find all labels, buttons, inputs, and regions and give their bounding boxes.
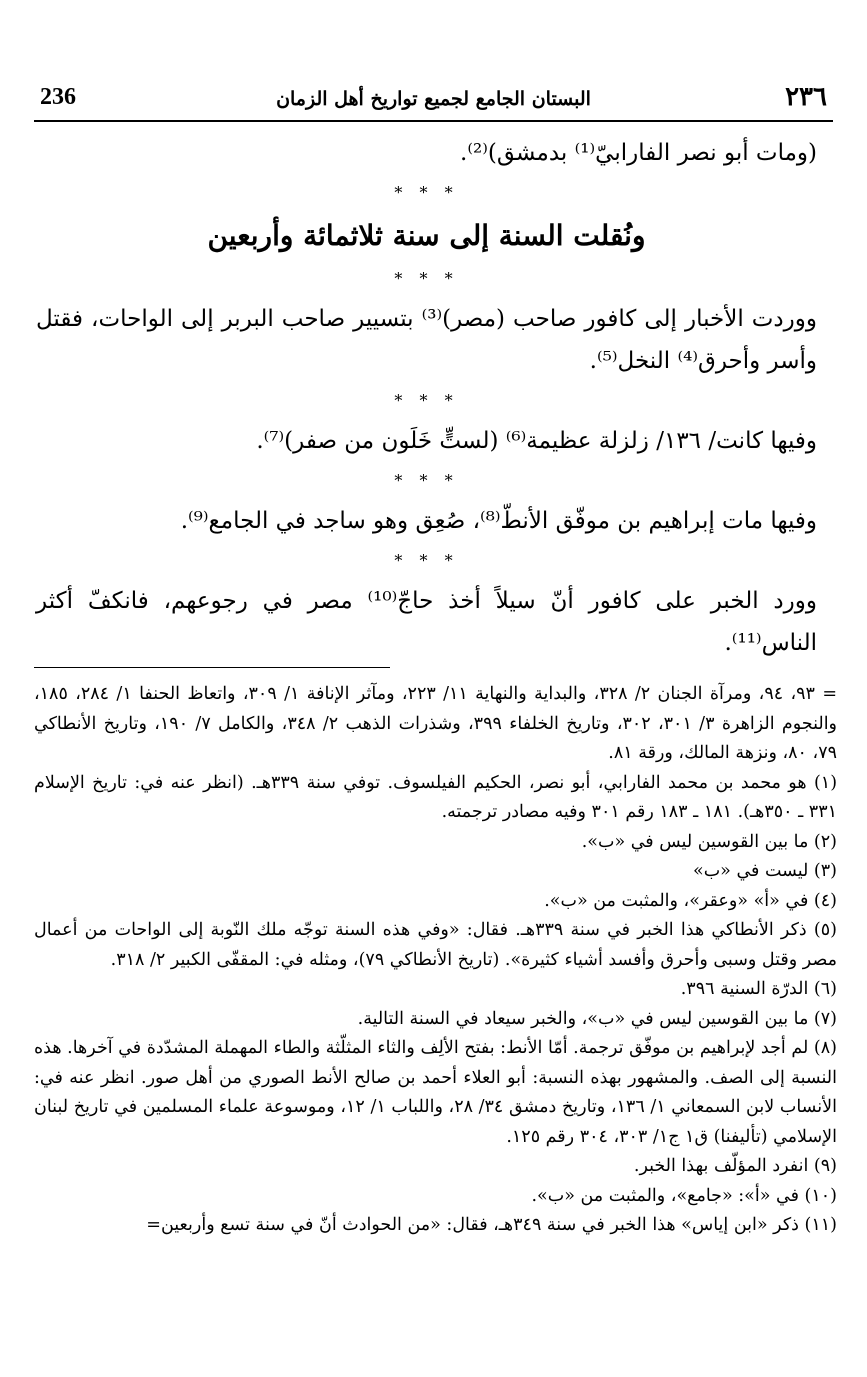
paragraph-earthquake: وفيها كانت/ ١٣٦/ زلزلة عظيمة⁽⁶⁾ (لستٍّ خَلَون من صفر)⁽⁷⁾. (256, 428, 817, 454)
footnote-continuation: = ٩٣، ٩٤، ومرآة الجنان ٢/ ٣٢٨، والبداية والنهاية ١١/ ٢٢٣، ومآثر الإنافة ١/ ٣٠٩، واتعاظ الحنفا ١/ ٢٨٤، ١٨٥، والنجوم الزاهرة ٣/ ٣٠١، ٣٠٢، وتاريخ الخلفاء ٣٩٩، وشذرات الذهب ٢/ ٣٤٨، والكامل ٧/ ١٩٠، وتاريخ الأنطاكي ٧٩، ٨٠، ونزهة المالك، ورقة ٨١. (34, 684, 838, 763)
section-heading: ونُقلت السنة إلى سنة ثلاثمائة وأربعين (207, 219, 646, 252)
running-title: البستان الجامع لجميع تواريخ أهل الزمان (276, 88, 591, 110)
footnote: (٨) لم أجد لإبراهيم بن موفّق ترجمة. أمّا الأنط: بفتح الألِف والثاء المثلّثة والطاء المهملة المشدّدة في آخرها. هذه النسبة إلى الصف. والمشهور بهذه النسبة: أبو العلاء أحمد بن صالح الأنط الصوري من أهل صور. انظر عنه في: الأنساب لابن السمعاني ١/ ١٣٦، وتاريخ دمشق ٣٤/ ٢٨، واللباب ١/ ١٢، وموسوعة علماء المسلمين في تاريخ لبنان الإسلامي (تأليفنا) ق١ ج١/ ٣٠٣، ٣٠٤ رقم ١٢٥. (34, 1038, 837, 1147)
page-number-latin: 236 (40, 84, 76, 110)
footnote: (٢) ما بين القوسين ليس في «ب». (581, 831, 837, 852)
footnote: (١١) ذكر «ابن إياس» هذا الخبر في سنة ٣٤٩هـ، فقال: «من الحوادث أنّ في سنة تسع وأربعين= (146, 1215, 837, 1235)
footnote: (٩) انفرد المؤلّف بهذا الخبر. (633, 1156, 837, 1176)
paragraph-kafur: ووردت الأخبار إلى كافور صاحب (مصر)⁽³⁾ بتسيير صاحب البربر إلى الواحات، فقتل وأسر وأحرق⁽⁴⁾ النخل⁽⁵⁾. (36, 306, 817, 374)
footnote: (٣) ليست في «ب» (693, 861, 837, 881)
separator-stars: * * * (394, 551, 459, 570)
separator-stars: * * * (394, 391, 459, 410)
text-line-farabi: (ومات أبو نصر الفارابيّ⁽¹⁾ بدمشق)⁽²⁾. (460, 140, 817, 166)
footnote: (٤) في «أ» «وعقر»، والمثبت من «ب». (544, 890, 837, 911)
page-number-arabic: ٢٣٦ (785, 82, 827, 112)
footnote: (١) هو محمد بن محمد الفارابي، أبو نصر، الحكيم الفيلسوف. توفي سنة ٣٣٩هـ. (انظر عنه في: تاريخ الإسلام ٣٣١ ـ ٣٥٠هـ). ١٨١ ـ ١٨٣ رقم ٣٠١ وفيه مصادر ترجمته. (34, 772, 838, 822)
main-text (36, 132, 817, 664)
paragraph-ibrahim: وفيها مات إبراهيم بن موفّق الأنطّ⁽⁸⁾، صُعِق وهو ساجد في الجامع⁽⁹⁾. (180, 508, 817, 534)
footnote: (٦) الدرّة السنية ٣٩٦. (680, 979, 837, 999)
separator-stars: * * * (394, 269, 459, 288)
footnotes (34, 680, 837, 1241)
paragraph-hajj-flood: وورد الخبر على كافور أنّ سيلاً أخذ حاجّ⁽¹⁰⁾ مصر في رجوعهم، فانكفّ أكثر الناس⁽¹¹⁾. (36, 588, 817, 656)
separator-stars: * * * (394, 183, 459, 202)
footnote: (٧) ما بين القوسين ليس في «ب»، والخبر سيعاد في السنة التالية. (357, 1008, 837, 1029)
footnote: (١٠) في «أ»: «جامع»، والمثبت من «ب». (531, 1185, 837, 1206)
page-header (34, 80, 833, 122)
footnote: (٥) ذكر الأنطاكي هذا الخبر في سنة ٣٣٩هـ. فقال: «وفي هذه السنة توجّه ملك النّوبة إلى الواحات من أعمال مصر وقتل وسبى وأحرق وأفسد أشياء كثيرة». (تاريخ الأنطاكي ٧٩)، ومثله في: المقفّى الكبير ٢/ ٣١٨. (34, 920, 837, 970)
separator-stars: * * * (394, 471, 459, 490)
footnote-rule (34, 667, 390, 668)
